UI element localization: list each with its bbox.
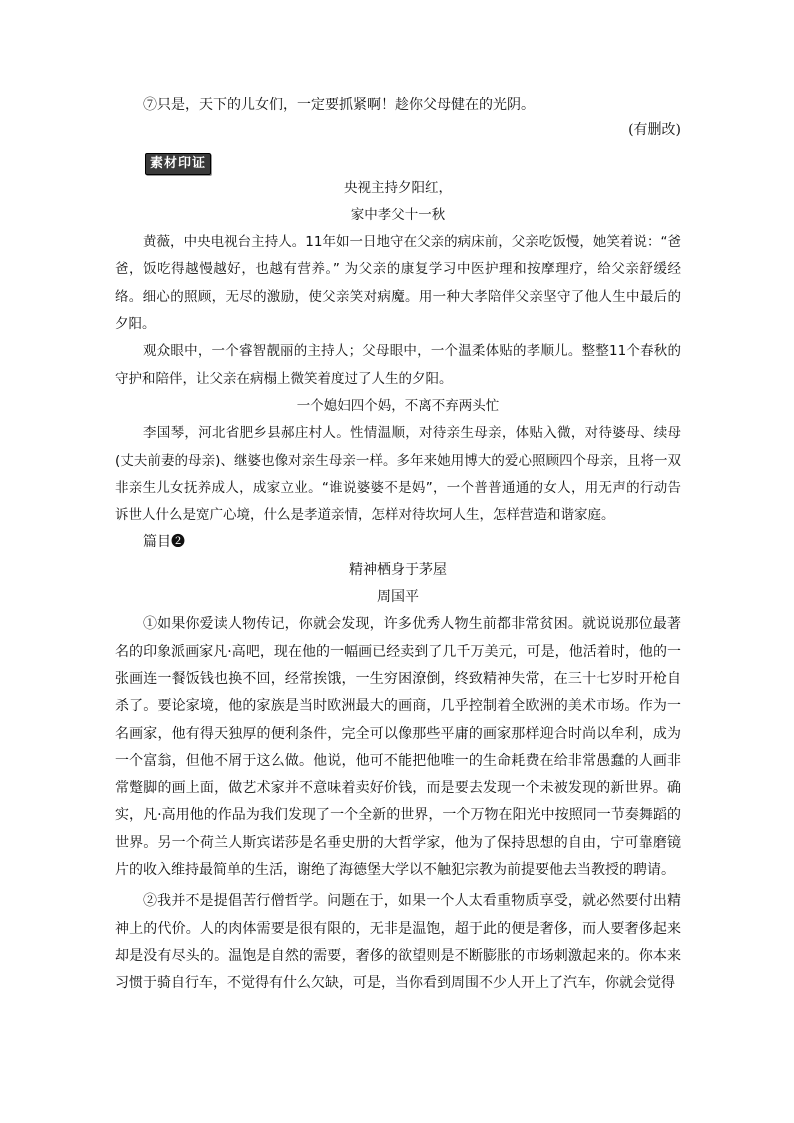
essay-author: 周国平 bbox=[377, 589, 419, 606]
paragraph-7: ⑦只是，天下的儿女们，一定要抓紧啊！趁你父母健在的光阴。 bbox=[143, 97, 535, 113]
story1-title-line2: 家中孝父十一秋 bbox=[350, 206, 446, 223]
material-badge: 素材印证 bbox=[145, 153, 211, 175]
essay-paragraph-1: ①如果你爱读人物传记，你就会发现，许多优秀人物生前都非常贫困。就说说那位最著名的印象派画家凡·高吧，现在他的一幅画已经卖到了几千万美元，可是，他活着时，他的一张画连一餐饭钱也换不回，经常挨饿，一生穷困潦倒，终致精神失常，在三十七岁时开枪自杀了。要论家境，他的家族是当时欧洲最大的画商，几乎控制着全欧洲的美术市场。作为一名画家，他有得天独厚的便利条件，完全可以像那些平庸的画家那样迎合时尚以牟利，成为一个富翁，但他不屑于这么做。他说，他可不能把他唯一的生命耗费在给非常愚蠢的人画非常蹩脚的画上面，做艺术家并不意味着卖好价钱，而是要去发现一个未被发现的新世界。确实，凡·高用他的作品为我们发现了一个全新的世界，一个万物在阳光中按照同一节奏舞蹈的世界。另一个荷兰人斯宾诺莎是名垂史册的大哲学家，他为了保持思想的自由，宁可靠磨镜片的收入维持最简单的生活，谢绝了海德堡大学以不触犯宗教为前提要他去当教授的聘请。 bbox=[115, 616, 681, 879]
story2-paragraph-1: 李国琴，河北省肥乡县郝庄村人。性情温顺，对待亲生母亲，体贴入微，对待婆母、续母(丈夫前妻的母亲)、继婆也像对亲生母亲一样。多年来她用博大的爱心照顾四个母亲，且将一双非亲生儿女抚养成人，成家立业。“谁说婆婆不是妈”，一个普普通通的女人，用无声的行动告诉世人什么是宽广心境，什么是孝道亲情，怎样对待坎坷人生，怎样营造和谐家庭。 bbox=[115, 425, 681, 524]
story2-title: 一个媳妇四个妈，不离不弃两头忙 bbox=[296, 397, 500, 414]
essay-title: 精神栖身于茅屋 bbox=[349, 561, 447, 578]
story1-title-line1: 央视主持夕阳红， bbox=[344, 179, 452, 196]
source-note: (有删改) bbox=[628, 122, 681, 139]
document-page bbox=[115, 92, 681, 998]
section-label: 篇目❷ bbox=[143, 534, 185, 551]
story1-paragraph-2: 观众眼中，一个睿智靓丽的主持人；父母眼中，一个温柔体贴的孝顺儿。整整11个春秋的守护和陪伴，让父亲在病榻上微笑着度过了人生的夕阳。 bbox=[115, 343, 681, 387]
essay-paragraph-2: ②我并不是提倡苦行僧哲学。问题在于，如果一个人太看重物质享受，就必然要付出精神上的代价。人的肉体需要是很有限的，无非是温饱，超于此的便是奢侈，而人要奢侈起来却是没有尽头的。温饱是自然的需要，奢侈的欲望则是不断膨胀的市场刺激起来的。你本来习惯于骑自行车，不觉得有什么欠缺，可是，当你看到周围不少人开上了汽车，你就会觉得 bbox=[115, 893, 681, 992]
story1-paragraph-1: 黄薇，中央电视台主持人。11年如一日地守在父亲的病床前，父亲吃饭慢，她笑着说：“爸爸，饭吃得越慢越好，也越有营养。” 为父亲的康复学习中医护理和按摩理疗，给父亲舒缓经络。细心的照顾，无尽的激励，使父亲笑对病魔。用一种大孝陪伴父亲坚守了他人生中最后的夕阳。 bbox=[115, 234, 681, 333]
